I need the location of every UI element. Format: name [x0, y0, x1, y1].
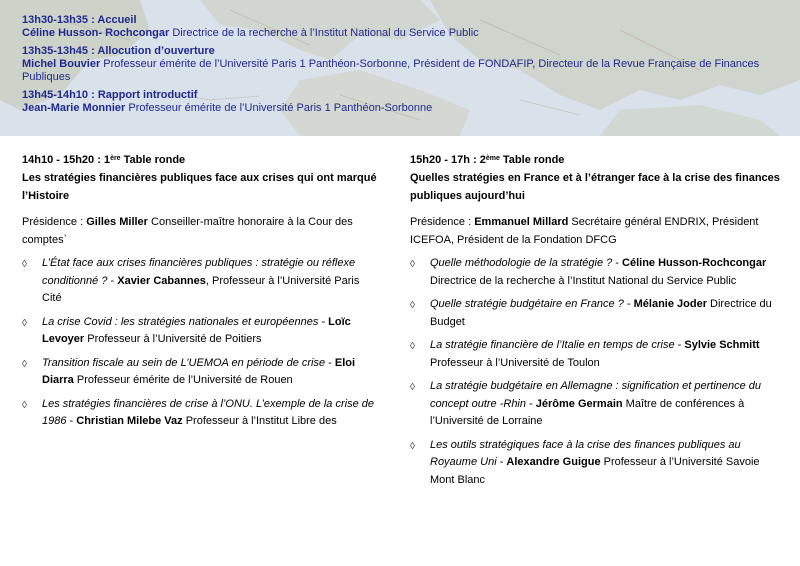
speaker-name: Céline Husson-Rochcongar: [622, 257, 767, 269]
round-table-label: Table ronde: [120, 154, 186, 166]
talk-title: La stratégie financière de l’Italie en temps de crise: [430, 339, 675, 351]
speaker-line: [22, 102, 762, 115]
speaker-role: Professeur émérite de l’Université Paris 1 Panthéon-Sorbonne: [125, 102, 433, 114]
talk-title: L’État face aux crises financières publiques : stratégie ou réflexe conditionné ?: [42, 257, 356, 287]
president-name: Gilles Miller: [86, 216, 148, 228]
separator: -: [107, 274, 118, 287]
speaker-name: Xavier Cabannes: [117, 274, 206, 287]
talk-item: [410, 378, 780, 431]
diamond-bullet-icon: ◊: [410, 341, 415, 352]
schedule-time: 13h30-13h35 : Accueil: [22, 14, 137, 26]
diamond-bullet-icon: ◊: [22, 259, 27, 270]
talk-title: La crise Covid : les stratégies nationales et européennes: [42, 315, 319, 328]
separator: -: [674, 339, 685, 351]
round-table-label: Table ronde: [499, 154, 565, 166]
speaker-name: Loïc Levoyer: [42, 315, 351, 345]
speaker-role: Professeur émérite de l’Université de Rouen: [73, 374, 293, 386]
speaker-role: Professeur à l’Université de Poitiers: [84, 333, 262, 345]
president-role: Secrétaire général ENDRIX, Président ICEFOA, Président de la Fondation DFCG: [410, 216, 759, 246]
speaker-name: Sylvie Schmitt: [684, 339, 760, 351]
talk-item: [22, 314, 378, 349]
president-role: Conseiller-maître honoraire à la Cour des comptes`: [22, 216, 353, 246]
ordinal-suffix: ère: [110, 155, 121, 162]
round-table-heading: [410, 152, 780, 169]
diamond-bullet-icon: ◊: [410, 300, 415, 311]
ordinal-suffix: ème: [485, 155, 500, 162]
diamond-bullet-icon: ◊: [22, 317, 27, 329]
separator: -: [325, 356, 335, 369]
round-table-1: [22, 152, 378, 437]
diamond-bullet-icon: ◊: [22, 399, 27, 411]
talk-title: La stratégie budgétaire en Allemagne : signification et pertinence du concept outre -Rhin: [430, 380, 762, 410]
speaker-name: Alexandre Guigue: [506, 456, 601, 468]
presidency-label: Présidence :: [410, 216, 475, 228]
talk-item: [410, 296, 780, 331]
schedule-time: 13h45-14h10 : Rapport introductif: [22, 89, 198, 101]
separator: -: [612, 257, 623, 269]
talk-title: Quelle méthodologie de la stratégie ?: [430, 257, 613, 269]
talk-item: [22, 355, 378, 390]
speaker-role: Directrice de la recherche à l’Institut National du Service Public: [169, 27, 479, 39]
speaker-name: Mélanie Joder: [633, 298, 707, 310]
speaker-name: Céline Husson- Rochcongar: [22, 27, 170, 39]
speaker-line: [22, 27, 762, 40]
talk-title: Les stratégies financières de crise à l’ONU. L’exemple de la crise de 1986: [42, 397, 374, 427]
speaker-role: Professeur à l’Institut Libre des: [182, 415, 337, 427]
speaker-name: Eloi Diarra: [42, 356, 356, 386]
speaker-line: [22, 58, 762, 84]
talk-item: [410, 337, 780, 372]
schedule-time: 13h35-13h45 : Allocution d’ouverture: [22, 45, 215, 57]
presidency: [22, 213, 378, 249]
talk-item: [22, 396, 378, 431]
schedule-header: [0, 0, 800, 136]
speaker-role: Directrice du Budget: [430, 298, 772, 328]
diamond-bullet-icon: ◊: [410, 259, 415, 270]
speaker-name: Jérôme Germain: [535, 397, 623, 410]
presidency-label: Présidence :: [22, 216, 87, 228]
speaker-name: Christian Milebe Vaz: [76, 415, 183, 427]
speaker-role: Directrice de la recherche à l’Institut National du Service Public: [430, 274, 737, 287]
diamond-bullet-icon: ◊: [410, 440, 415, 452]
round-table-time: 15h20 - 17h : 2: [410, 154, 486, 166]
separator: -: [496, 456, 507, 468]
separator: -: [66, 415, 77, 427]
talk-title: Les outils stratégiques face à la crise des finances publiques au Royaume Uni: [430, 438, 741, 468]
talk-title: Quelle stratégie budgétaire en France ?: [430, 298, 624, 310]
speaker-role: Professeur à l’Université de Toulon: [430, 356, 600, 369]
round-table-heading: [22, 152, 378, 169]
speaker-name: Jean-Marie Monnier: [22, 102, 126, 114]
speaker-role: , Professeur à l’Université Paris Cité: [42, 274, 360, 304]
round-table-title: Les stratégies financières publiques face aux crises qui ont marqué l’Histoire: [22, 172, 377, 202]
separator: -: [526, 397, 536, 410]
schedule-item-welcome: [22, 14, 762, 40]
schedule-item-opening: [22, 45, 762, 84]
talk-item: [410, 437, 780, 490]
diamond-bullet-icon: ◊: [22, 358, 27, 370]
separator: -: [318, 315, 329, 328]
round-table-title: Quelles stratégies en France et à l’étranger face à la crise des finances publiques aujourd’hui: [410, 172, 780, 202]
talk-title: Transition fiscale au sein de L’UEMOA en période de crise: [42, 356, 326, 369]
speaker-role: Professeur émérite de l’Université Paris 1 Panthéon-Sorbonne, Président de FONDAFIP, Directeur de la Revue Française de Finances Publiques: [22, 58, 760, 83]
round-table-time: 14h10 - 15h20 : 1: [22, 154, 111, 166]
talk-item: [22, 255, 378, 308]
round-table-2: [410, 152, 780, 495]
schedule-item-intro-report: [22, 89, 762, 115]
speaker-role: Maître de conférences à l’Université de Lorraine: [430, 397, 745, 427]
president-name: Emmanuel Millard: [474, 216, 569, 228]
speaker-name: Michel Bouvier: [22, 58, 101, 70]
diamond-bullet-icon: ◊: [410, 382, 415, 393]
talk-item: [410, 255, 780, 290]
presidency: [410, 213, 780, 249]
separator: -: [623, 298, 634, 310]
speaker-role: Professeur à l’Université Savoie Mont Blanc: [430, 456, 760, 486]
